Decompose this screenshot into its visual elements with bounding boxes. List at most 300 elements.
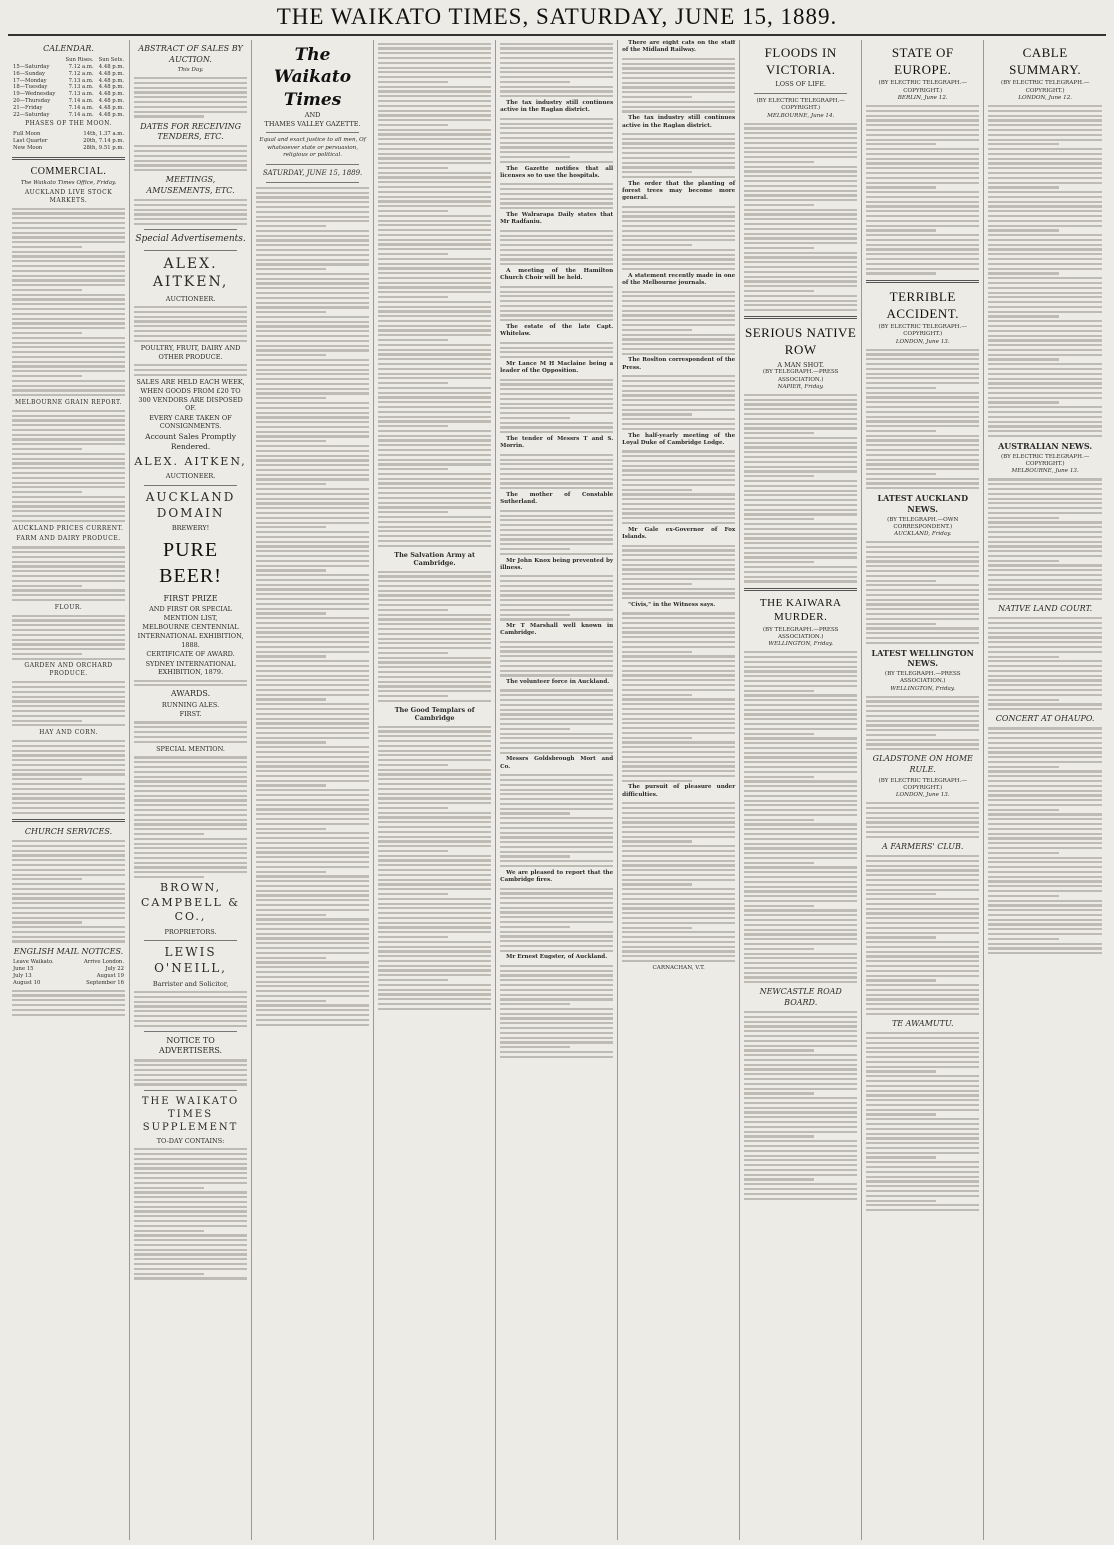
column-1	[8, 40, 130, 1540]
text-line	[134, 340, 247, 342]
text-line	[622, 138, 735, 140]
text-line	[378, 661, 491, 663]
text-block	[378, 43, 491, 547]
text-line	[988, 813, 1102, 815]
cable-byline: (BY ELECTRIC TELEGRAPH.—COPYRIGHT.)	[1000, 80, 1090, 94]
text-line	[378, 129, 491, 131]
text-line	[744, 413, 857, 415]
para-heading: The Gazette notifies that all licenses so to use the hospitals.	[500, 165, 614, 179]
text-line	[378, 859, 491, 861]
text-line	[12, 710, 125, 712]
text-line	[500, 388, 613, 390]
text-line	[988, 866, 1102, 868]
para-heading: Messrs Goldsbrough Mort and Co.	[500, 756, 614, 770]
text-line	[622, 946, 735, 948]
text-line	[988, 406, 1102, 408]
text-line	[988, 861, 1102, 863]
text-line	[256, 526, 326, 528]
text-line	[988, 775, 1102, 777]
text-line	[256, 588, 369, 590]
text-line	[12, 643, 125, 645]
text-line	[256, 235, 369, 237]
text-line	[256, 431, 369, 433]
text-line	[378, 685, 491, 687]
text-line	[988, 526, 1102, 528]
text-line	[134, 91, 247, 93]
text-line	[500, 422, 613, 424]
text-line	[866, 1090, 979, 1092]
text-line	[378, 545, 491, 547]
text-line	[256, 794, 369, 796]
text-line	[256, 598, 369, 600]
text-line	[500, 239, 613, 241]
text-line	[866, 186, 936, 188]
text-line	[744, 800, 857, 802]
text-line	[744, 890, 857, 892]
text-line	[134, 761, 247, 763]
text-line	[500, 95, 613, 97]
text-line	[134, 1268, 247, 1270]
text-line	[378, 604, 491, 606]
text-line	[256, 985, 369, 987]
text-line	[378, 215, 491, 217]
text-line	[256, 330, 369, 332]
text-line	[500, 403, 613, 405]
text-line	[622, 239, 735, 241]
text-line	[378, 879, 491, 881]
text-line	[378, 186, 491, 188]
text-line	[988, 675, 1102, 677]
text-line	[988, 253, 1102, 255]
text-line	[256, 584, 369, 586]
divider	[12, 819, 125, 822]
text-line	[12, 251, 125, 253]
text-line	[866, 715, 979, 717]
calendar-table	[12, 57, 125, 120]
text-line	[12, 883, 125, 885]
text-line	[134, 1010, 247, 1012]
text-block	[500, 454, 613, 490]
text-line	[378, 382, 448, 384]
text-line	[256, 928, 369, 930]
text-line	[744, 852, 857, 854]
text-line	[988, 244, 1102, 246]
text-line	[866, 884, 979, 886]
text-line	[256, 340, 369, 342]
text-line	[988, 622, 1102, 624]
text-line	[500, 1013, 613, 1015]
text-block	[500, 510, 613, 555]
text-line	[988, 794, 1102, 796]
melbourne-grain-title: MELBOURNE GRAIN REPORT.	[15, 398, 123, 406]
text-line	[256, 522, 369, 524]
text-block	[12, 546, 125, 601]
text-line	[12, 351, 125, 353]
paper-subtitle: THAMES VALLEY GAZETTE.	[264, 119, 361, 128]
divider	[144, 1090, 237, 1091]
text-line	[622, 898, 735, 900]
text-line	[256, 1000, 326, 1002]
text-line	[378, 153, 491, 155]
text-line	[988, 139, 1102, 141]
text-line	[378, 291, 491, 293]
text-line	[134, 776, 247, 778]
text-line	[622, 670, 735, 672]
text-line	[256, 780, 369, 782]
para-heading: The tender of Messrs T and S. Morrin.	[500, 435, 614, 450]
text-line	[744, 1088, 857, 1090]
text-line	[12, 482, 125, 484]
text-line	[744, 556, 857, 558]
text-line	[378, 521, 491, 523]
text-line	[622, 922, 735, 924]
text-line	[256, 211, 369, 213]
text-line	[256, 947, 369, 949]
text-line	[622, 152, 735, 154]
text-line	[622, 646, 735, 648]
para-heading: The mother of Constable Sutherland.	[500, 491, 614, 506]
text-line	[134, 330, 247, 332]
text-line	[256, 957, 326, 959]
text-line	[256, 981, 369, 983]
text-line	[622, 460, 735, 462]
text-line	[744, 442, 857, 444]
calendar-cell: 4.48 p.m.	[98, 98, 125, 105]
calendar-row	[12, 84, 125, 91]
text-line	[744, 957, 857, 959]
text-line	[500, 860, 613, 862]
text-line	[256, 354, 326, 356]
text-line	[866, 1147, 979, 1149]
text-line	[12, 797, 125, 799]
text-line	[744, 876, 857, 878]
text-line	[988, 349, 1102, 351]
text-line	[256, 292, 369, 294]
text-line	[12, 850, 125, 852]
text-line	[744, 1073, 857, 1075]
text-line	[866, 1209, 979, 1211]
text-line	[866, 196, 979, 198]
text-line	[988, 900, 1102, 902]
text-line	[12, 759, 125, 761]
text-line	[988, 684, 1102, 686]
pure-beer-title: PURE BEER!	[159, 538, 222, 588]
text-line	[622, 741, 735, 743]
text-line	[866, 951, 979, 953]
text-line	[744, 871, 857, 873]
text-line	[134, 306, 247, 308]
text-line	[378, 965, 491, 967]
text-line	[988, 344, 1102, 346]
text-line	[134, 1069, 247, 1071]
text-line	[622, 171, 692, 173]
text-line	[378, 406, 491, 408]
sales-held-line: SALES ARE HELD EACH WEEK, WHEN GOODS FROM £20 TO 300 VENDORS ARE DISPOSED OF.	[136, 378, 245, 413]
text-line	[744, 518, 814, 520]
text-line	[988, 325, 1102, 327]
moon-cell: 28th, 9.51 p.m.	[83, 145, 125, 152]
text-line	[378, 258, 491, 260]
text-line	[378, 90, 491, 92]
text-block	[500, 230, 613, 266]
text-line	[378, 681, 491, 683]
text-line	[988, 679, 1102, 681]
text-line	[744, 1150, 857, 1152]
text-line	[256, 933, 369, 935]
text-line	[744, 566, 857, 568]
text-line	[12, 337, 125, 339]
text-line	[500, 841, 613, 843]
text-line	[12, 994, 125, 996]
text-line	[12, 778, 82, 780]
text-line	[866, 603, 979, 605]
text-line	[12, 491, 82, 493]
text-line	[256, 698, 326, 700]
text-line	[988, 263, 1102, 265]
text-line	[378, 143, 491, 145]
text-line	[378, 580, 491, 582]
text-line	[378, 473, 491, 475]
text-line	[256, 761, 369, 763]
floods-title: FLOODS IN VICTORIA.	[764, 45, 837, 78]
text-line	[988, 483, 1102, 485]
text-line	[134, 819, 247, 821]
text-line	[500, 970, 613, 972]
text-line	[134, 1210, 247, 1212]
text-line	[500, 580, 613, 582]
text-line	[744, 761, 857, 763]
text-line	[744, 456, 857, 458]
text-line	[500, 412, 613, 414]
text-line	[988, 158, 1102, 160]
text-line	[744, 723, 857, 725]
text-line	[744, 1126, 857, 1128]
text-line	[744, 1092, 814, 1094]
text-line	[500, 604, 613, 606]
text-line	[500, 1008, 613, 1010]
text-block	[134, 77, 247, 117]
text-line	[866, 1137, 979, 1139]
text-line	[866, 167, 979, 169]
text-line	[256, 631, 369, 633]
text-line	[500, 310, 613, 312]
text-line	[866, 463, 979, 465]
text-line	[744, 485, 857, 487]
text-line	[622, 927, 692, 929]
text-line	[622, 300, 735, 302]
calendar-cell: 4.48 p.m.	[98, 77, 125, 84]
text-line	[500, 984, 613, 986]
moon-title: PHASES OF THE MOON.	[25, 120, 112, 128]
text-line	[622, 319, 735, 321]
text-line	[622, 399, 735, 401]
text-line	[500, 300, 613, 302]
text-line	[866, 1075, 979, 1077]
text-line	[134, 1001, 247, 1003]
para-heading: A statement recently made in one of the Melbourne journals.	[622, 272, 736, 287]
text-line	[12, 289, 82, 291]
text-line	[134, 1277, 247, 1279]
text-line	[134, 87, 247, 89]
text-line	[256, 828, 326, 830]
text-line	[378, 392, 491, 394]
text-line	[134, 320, 247, 322]
text-line	[378, 638, 491, 640]
text-line	[744, 461, 857, 463]
text-line	[134, 756, 247, 758]
text-line	[744, 194, 857, 196]
text-line	[744, 685, 857, 687]
text-line	[988, 708, 1102, 710]
text-line	[256, 412, 369, 414]
text-line	[256, 636, 369, 638]
text-line	[622, 484, 735, 486]
text-line	[500, 398, 613, 400]
text-line	[12, 438, 125, 440]
text-line	[134, 1074, 247, 1076]
text-line	[622, 874, 735, 876]
text-line	[866, 1161, 979, 1163]
text-line	[500, 655, 613, 657]
text-line	[256, 765, 369, 767]
text-line	[866, 908, 979, 910]
text-line	[988, 153, 1102, 155]
native-row-title: SERIOUS NATIVE ROW	[745, 325, 857, 358]
text-line	[622, 474, 735, 476]
text-line	[378, 100, 491, 102]
text-line	[500, 832, 613, 834]
text-line	[12, 658, 125, 660]
text-line	[988, 579, 1102, 581]
text-line	[988, 555, 1102, 557]
text-block	[500, 379, 613, 434]
native-row-byline: (BY TELEGRAPH.—PRESS ASSOCIATION.)	[762, 369, 839, 383]
text-line	[256, 885, 369, 887]
para-heading: The volunteer force in Auckland.	[506, 679, 610, 686]
text-line	[866, 363, 979, 365]
text-line	[988, 928, 1102, 930]
text-line	[866, 1156, 936, 1158]
text-line	[866, 411, 979, 413]
text-line	[622, 655, 735, 657]
text-block	[744, 123, 857, 312]
text-line	[12, 279, 125, 281]
text-line	[866, 965, 979, 967]
text-line	[988, 751, 1102, 753]
text-line	[866, 387, 936, 389]
text-line	[12, 236, 125, 238]
text-line	[378, 181, 491, 183]
text-line	[500, 71, 613, 73]
text-line	[500, 342, 613, 344]
text-line	[866, 932, 979, 934]
text-line	[378, 325, 491, 327]
mail-cell: July 22	[105, 966, 125, 973]
text-line	[988, 507, 1102, 509]
text-line	[622, 917, 735, 919]
text-line	[866, 627, 979, 629]
text-line	[378, 690, 491, 692]
text-line	[988, 574, 1102, 576]
text-line	[622, 230, 735, 232]
text-line	[378, 459, 491, 461]
text-line	[744, 1183, 857, 1185]
text-line	[12, 715, 125, 717]
text-line	[866, 263, 979, 265]
alex-aitken-name: ALEX. AITKEN,	[152, 255, 229, 291]
column-4	[374, 40, 496, 1540]
text-line	[866, 229, 936, 231]
text-line	[866, 594, 979, 596]
text-line	[256, 727, 369, 729]
text-line	[256, 239, 369, 241]
text-line	[866, 1003, 979, 1005]
text-line	[622, 960, 735, 962]
gladstone-dateline: LONDON, June 13.	[895, 792, 950, 799]
text-line	[988, 699, 1059, 701]
text-line	[378, 869, 491, 871]
text-line	[256, 517, 369, 519]
text-line	[866, 205, 979, 207]
text-line	[12, 477, 125, 479]
text-line	[134, 766, 247, 768]
text-line	[500, 704, 613, 706]
text-line	[866, 487, 979, 489]
europe-dateline: BERLIN, June 12.	[897, 95, 948, 102]
text-line	[378, 826, 491, 828]
text-line	[622, 817, 735, 819]
text-line	[500, 921, 613, 923]
text-line	[12, 936, 125, 938]
text-line	[134, 1177, 247, 1179]
text-line	[378, 575, 491, 577]
text-line	[988, 272, 1059, 274]
farmers-club-title: A FARMERS' CLUB.	[882, 841, 964, 851]
text-line	[134, 1153, 247, 1155]
text-line	[12, 462, 125, 464]
text-line	[134, 857, 247, 859]
text-line	[12, 585, 82, 587]
text-line	[744, 151, 857, 153]
para-heading: There are eight cats on the staff of the Midland Railway.	[622, 40, 736, 54]
text-line	[988, 382, 1102, 384]
text-line	[256, 847, 369, 849]
text-line	[256, 574, 369, 576]
text-line	[988, 656, 1059, 658]
prices-subtitle: FARM AND DAIRY PRODUCE.	[16, 535, 121, 543]
text-line	[988, 368, 1102, 370]
stock-title: AUCKLAND LIVE STOCK MARKETS.	[24, 188, 113, 204]
text-line	[744, 1049, 814, 1051]
text-line	[256, 469, 369, 471]
text-line	[988, 502, 1102, 504]
text-line	[622, 950, 735, 952]
text-line	[866, 110, 979, 112]
text-line	[500, 207, 613, 209]
text-line	[500, 431, 613, 433]
text-line	[744, 1083, 857, 1085]
text-line	[866, 1152, 979, 1154]
text-line	[988, 196, 1102, 198]
text-line	[12, 599, 125, 601]
text-line	[256, 1014, 369, 1016]
text-line	[500, 76, 613, 78]
text-line	[622, 573, 735, 575]
text-line	[378, 614, 491, 616]
alex-aitken-name-2: ALEX. AITKEN,	[134, 454, 247, 468]
text-line	[744, 780, 857, 782]
garden-title: GARDEN AND ORCHARD PRODUCE.	[24, 662, 113, 678]
